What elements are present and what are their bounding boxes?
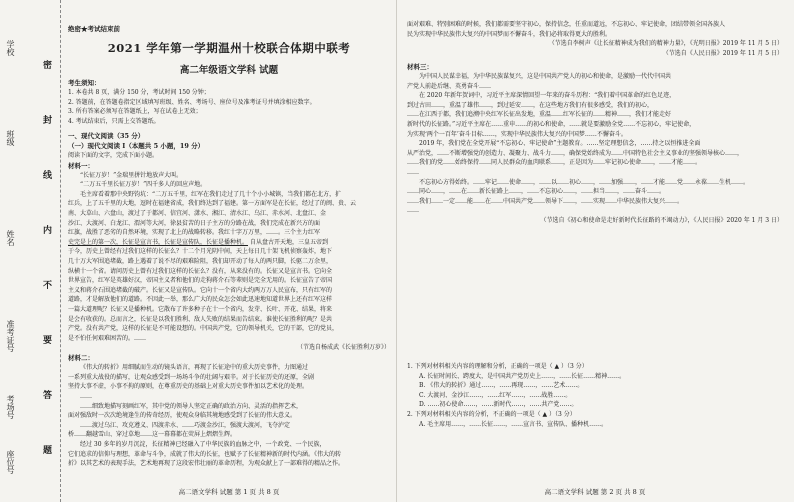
binding-word: 不 xyxy=(41,280,51,289)
notice-item: 3. 所有答案必须写在答题纸上，写在试卷上无效； xyxy=(68,108,202,116)
material-3-source: （节选自《初心和使命是走好新时代长征路的不竭动力》，《人民日报》2020 年 1 月 3 日） xyxy=(540,216,783,224)
instruction-text: 阅读下面的文字，完成下面小题。 xyxy=(68,152,159,159)
material-1-line: 世界宣告，红军是英雄好汉，帝国主义者和他们的走狗蒋介石等辈则是完全无用的。长征宣告了帝国 xyxy=(68,277,333,285)
binding-label-exam-id: 准考证号 xyxy=(6,320,15,352)
question-1: 1. 下列对材料相关内容的理解和分析，正确的一项是（ ▲ ）（3 分） xyxy=(407,363,588,370)
material-2-label: 材料二： xyxy=(68,354,94,363)
material-1-line: 产党。没有共产党，这样的长征是不可能设想的。中国共产党，它的领导机关，它的干部，它的党员， xyxy=(68,325,339,333)
material-2-source-alt: （节选自《人民日报》2019 年 11 月 5 日） xyxy=(662,50,783,58)
material-1-line: “长征万岁！”金瑞里拼针地放声大叫。 xyxy=(80,171,183,179)
material-2-line: 经过 30 多年的岁月沉淀，长征精神已经融入了中华民族的血脉之中，一个政党、一个民族， xyxy=(80,441,326,449)
material-3-label: 材料三： xyxy=(407,63,433,71)
material-1-phrase: 自从盘古开天地，三皇五帝到 xyxy=(249,238,328,246)
underlined-phrase: 史完是上的第一次，长征是宣言书，长征是宣传队，长征是播种机。 xyxy=(68,238,249,246)
binding-word: 题 xyxy=(41,445,51,454)
material-1-line: 于今，历史上曾经有过我们这样的长征么？十二个月光阴中间，天上每日几十架飞机侦察轰炸，地下 xyxy=(68,248,333,256)
continued-line: 面对艰难、特别困难的时候，我们都需要坚守初心，保持信念，任重而道远，不忘初心、牢记使命，团结带领全国各族人 xyxy=(407,21,726,28)
binding-word: 要 xyxy=(41,335,51,344)
material-1-line-underlined xyxy=(68,238,390,248)
material-3-line: ……我们的党……始终保持……同人民群众的血肉联系……，正是因为……牢记初心使命……，……才能……。 xyxy=(407,159,702,167)
material-3-line: 到过古田……，重温了雄伟……，到过延安……，在这些地方我们有很多感受，我们的初心， xyxy=(407,101,654,109)
notice-item: 4. 考试结束后，只需上交答题纸。 xyxy=(68,117,160,125)
page-footer-right: 高二语文学科 试题 第 2 页 共 8 页 xyxy=(544,488,646,496)
question-1-option: C. 大渡河、金沙江……，……红军……，……战胜……。 xyxy=(419,391,572,399)
material-1-line: 主义和蒋介石围追堵截的破产。长征又是宣传队。它向十一个省内大约两万万人民宣布，只有红军的 xyxy=(68,286,333,294)
section-heading: 一、现代文阅读（35 分） xyxy=(68,132,145,140)
notice-item: 1. 本卷共 8 页，满分 150 分，考试时间 150 分钟； xyxy=(68,89,210,96)
material-1-line: 沙江、大渡河、白龙江、渭河等大河，徐县贫苦的日子主方的分路在战，我们完成在新兴方的面 xyxy=(68,219,321,227)
binding-word: 答 xyxy=(41,390,51,399)
question-1-option: D. ……初心使命……，……新时代……，……共产党……。 xyxy=(419,401,578,409)
material-1-line: “二万五千里长征万岁！”四千多人的回应声地。 xyxy=(80,181,207,189)
material-3-line: ……同心……，……在……新长征路上……，……不忘初心……，……担当……，……奋斗……。 xyxy=(407,188,666,196)
binding-label-seat: 座位号 xyxy=(6,450,15,474)
material-2-line: 一系列重大战役的描写，让观众感受到一场场斗争的壮阔与艰辛。对于长征历史的还原，全剧 xyxy=(68,373,315,381)
material-1-line: 是会有收获的。总而言之，长征是以我们胜利、敌人失败的结果而告结束。谁使长征胜利的呢？是共 xyxy=(68,315,333,323)
question-1-option: B. 《伟大的转折》通过……，……再现……，……艺术……。 xyxy=(419,382,584,390)
material-1-label: 材料一： xyxy=(68,161,94,170)
material-1-line: 道路，才是解放他们的道路。不因此一举，那么广大的民众怎会如此迅速地知道世界上还有红军这样 xyxy=(68,296,333,304)
material-2-line: 《伟大的转折》用细腻而生动的镜头语言，再现了长征途中的重大历史事件，力图通过 xyxy=(80,364,309,372)
notice-block xyxy=(68,78,390,126)
question-2-option: A. 毛主席用……，……长征……，……宣言书、宣传队、播种机……。 xyxy=(419,420,608,428)
material-2-line: 坚持大事不虚，小事不拘的原则，在尊重历史的基础上对重大历史事件加以艺术化的处理。 xyxy=(68,383,309,391)
material-2-line: ……细致地描写刻画红军，其中党的领导人坚定正确的政治方向、灵活的指挥艺术， xyxy=(80,402,303,410)
page-right xyxy=(397,0,794,502)
material-2-line: …… xyxy=(80,393,92,401)
material-3-line: 为中国人民谋幸福，为中华民族谋复兴，这是中国共产党人的初心和使命，是激励一代代中国共 xyxy=(419,73,672,80)
material-1-line: 纵横十一个省。请问历史上曾有过我们这样的长征么？没有，从来没有的。长征又是宣言书。它向全 xyxy=(68,267,333,275)
binding-word: 线 xyxy=(41,170,51,179)
notice-heading: 考生须知： xyxy=(68,79,101,87)
binding-margin xyxy=(0,0,61,502)
section-reading xyxy=(68,131,390,469)
material-2-line: 折》以其艺术的表现手法，艺术地再现了这段宏伟壮丽的革命历程，为观众献上了一部难得的精品之作。 xyxy=(68,460,345,468)
binding-word: 内 xyxy=(41,225,51,234)
question-1-option: A. 长征时间长、跨度大，是中国共产党历史上……，……长征……精神……。 xyxy=(419,372,626,380)
material-3-line: 从严治党，……不断增强党的创造力、凝聚力、战斗力……，确保党始终成为……中国特色社会主义事业的坚强领导核心……， xyxy=(407,149,744,157)
material-2-line: 面对强敌时一次次绝境逢生的传奇经历，使观众身临其境地感受到了长征的伟大意义。 xyxy=(68,412,297,420)
binding-word: 封 xyxy=(41,115,51,124)
notice-item: 2. 答题前，在答题卷指定区域填写班级、姓名、考场号、座位号及准考证号并填涂相应数字。 xyxy=(68,98,316,106)
left-column xyxy=(68,0,390,502)
material-3-line: ……我们……一定……能……在……中国共产党……领导下……，……实现……中华民族伟大复兴……。 xyxy=(407,197,684,205)
material-3-line: …… xyxy=(407,168,419,176)
binding-label-name: 姓名 xyxy=(6,230,15,246)
material-3-line: 为实现‘两个一百年’奋斗目标……，实现中华民族伟大复兴的中国梦……不懈奋斗。 xyxy=(407,130,627,138)
material-1-line: 南、大草山、六盘山，渡过了于都河、信宜河、潇水、湘江、清水江、乌江、赤水河、北盘江、金 xyxy=(68,209,327,217)
material-2-line: 它们追求的信仰与理想，革命与斗争，成就了伟大的长征，也赋予了长征精神新的时代内涵。《伟大的转 xyxy=(68,450,342,458)
material-1-line: 一篇大道理呢？长征又是播种机。它散布了许多种子在十一个省内，发芽、长叶、开花、结果，将来 xyxy=(68,305,333,313)
material-3-block xyxy=(407,62,783,226)
material-2-line: ……渡过乌江、攻克遵义、四渡赤水、……巧渡金沙江，强渡大渡河，飞夺泸定 xyxy=(80,421,291,429)
material-1-line: 几十万大军围追堵截，路上遇着了说不尽的艰难险阻，我们却开动了每人的两只脚，长驱二万余里， xyxy=(68,257,333,265)
material-1-line: 毛主席看着那中央野钧坑：“二万五千里，红军在我们走过了几十个小小城镇，当我们都在北方，扩 xyxy=(80,190,342,198)
material-3-line: 产党人前赴后继、英勇奋斗…… xyxy=(407,82,492,90)
material-1-line: 红兵，上了五千里的大地，逗时在福建省成，我们终达到了福建。第一方面军是在长征，经过了的闽、贵、云 xyxy=(68,200,357,208)
right-column xyxy=(407,0,783,502)
subsection-heading: （一）现代文阅读 I（本题共 5 小题，19 分） xyxy=(68,142,205,150)
material-3-line: 2019 年，我们党在全党开展“不忘初心、牢记使命”主题教育。……坚定理想信念，……持之以恒推进全面 xyxy=(419,140,701,148)
material-2-source: （节选自李树声《让长征精神成为我们的精神力量》，《光明日报》2019 年 11 月 5 日） xyxy=(548,40,783,48)
material-1-line: 红旗，战胜了恶劣的自然环境，实现了北上的战略转移。我红十字万万里，……。三个主力红军 xyxy=(68,229,321,237)
binding-label-school: 学校 xyxy=(6,40,15,56)
material-1-source: （节选自杨成武《长征胜利万岁》） xyxy=(296,344,390,352)
material-3-line: 新时代的长征路。”习近平主席在……重申……的初心和使命，……就是要激励全党……不忘初心，牢记使命， xyxy=(407,120,696,128)
material-3-line: …… xyxy=(407,207,419,215)
right-top-block xyxy=(407,20,783,59)
page-footer-left: 高二语文学科 试题 第 1 页 共 8 页 xyxy=(178,488,280,496)
material-1-line: 是不怕任何艰难困苦的。…… xyxy=(68,334,147,342)
material-2-line: 桥……翻越雪山、穿过草地……这一幕幕都在荧屏上熠熠生辉。 xyxy=(68,431,237,439)
exam-subtitle: 高二年级语文学科 试题 xyxy=(179,65,279,76)
secret-label: 绝密★考试结束前 xyxy=(68,25,120,33)
material-3-line: ……在江西于都，我们追溯中央红军长征出发地，重温……红军长征的……精神……，我们才能走好 xyxy=(407,111,672,119)
binding-word: 密 xyxy=(41,60,51,69)
exam-title: 2021 学年第一学期温州十校联合体期中联考 xyxy=(107,41,351,55)
question-2: 2. 下列对材料相关内容的分析，不正确的一项是（ ▲ ）（3 分） xyxy=(407,410,576,418)
binding-label-room: 考场号 xyxy=(6,395,15,419)
material-3-line: 不忘初心方得始终。……牢记……使命……，……以……初心……，……加强……，……才能……党……永葆……生机……。 xyxy=(419,178,750,186)
material-3-line: 在 2020 年新年贺词中，习近平主席深情回望一年来的奋斗历程：“我们着中国革命的红色足迹， xyxy=(419,92,676,100)
binding-label-class: 班级 xyxy=(6,130,15,146)
continued-line: 民为实现中华民族伟大复兴的中国梦而不懈奋斗，我们必将取得更大的胜利。 xyxy=(407,30,612,38)
questions-block xyxy=(407,362,783,429)
